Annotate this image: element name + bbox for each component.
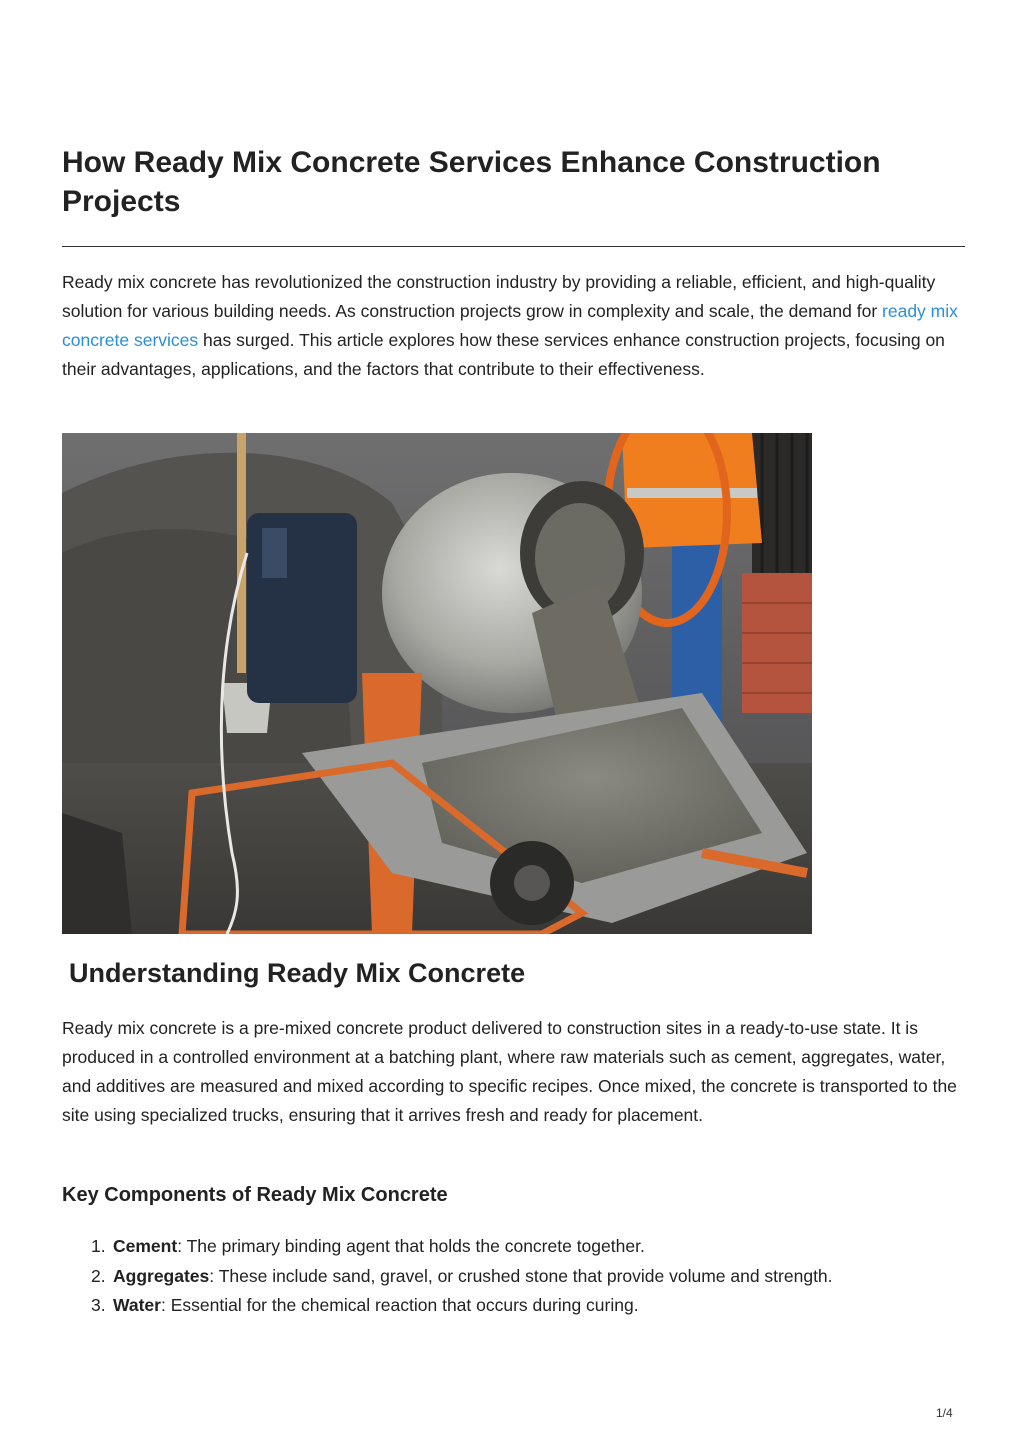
component-number: 3. xyxy=(91,1295,106,1315)
component-number: 2. xyxy=(91,1265,106,1286)
component-term: Water xyxy=(113,1295,161,1315)
intro-paragraph xyxy=(62,268,965,384)
title-divider xyxy=(62,246,965,247)
component-description: : Essential for the chemical reaction that occurs during curing. xyxy=(160,1295,639,1315)
component-term: Cement xyxy=(113,1236,178,1256)
page-number: 1/4 xyxy=(936,1406,953,1420)
article-title: How Ready Mix Concrete Services Enhance Construction Projects xyxy=(62,146,881,218)
component-item xyxy=(91,1291,1016,1321)
component-item xyxy=(91,1262,1016,1292)
component-description: : The primary binding agent that holds the concrete together. xyxy=(177,1236,645,1256)
components-list xyxy=(62,1232,1016,1321)
component-number: 1. xyxy=(91,1236,106,1256)
component-description: : These include sand, gravel, or crushed stone that provide volume and strength. xyxy=(209,1265,833,1286)
section-heading: Understanding Ready Mix Concrete xyxy=(69,958,526,988)
components-heading: Key Components of Ready Mix Concrete xyxy=(62,1184,448,1206)
intro-text-start: Ready mix concrete has revolutionized the construction industry by providing a reliable, efficient, and high-quality solution for various building needs. As construction projects grow in complexity and scale, the demand for xyxy=(62,272,936,321)
component-term: Aggregates xyxy=(113,1265,210,1286)
concrete-mixer-photo xyxy=(62,433,812,934)
section-paragraph: Ready mix concrete is a pre-mixed concrete product delivered to construction sites in a ready-to-use state. It is produced in a controlled environment at a batching plant, where raw materials such as cement, aggregates, water, and additives are measured and mixed according to specific recipes. Once mixed, the concrete is transported to the site using specialized trucks, ensuring that it arrives fresh and ready for placement. xyxy=(62,1018,957,1125)
component-item xyxy=(91,1232,1016,1262)
intro-text-end: has surged. This article explores how these services enhance construction projects, focusing on their advantages, applications, and the factors that contribute to their effectiveness. xyxy=(62,329,945,379)
ready-mix-services-link[interactable]: ready mix concrete services xyxy=(62,300,958,350)
